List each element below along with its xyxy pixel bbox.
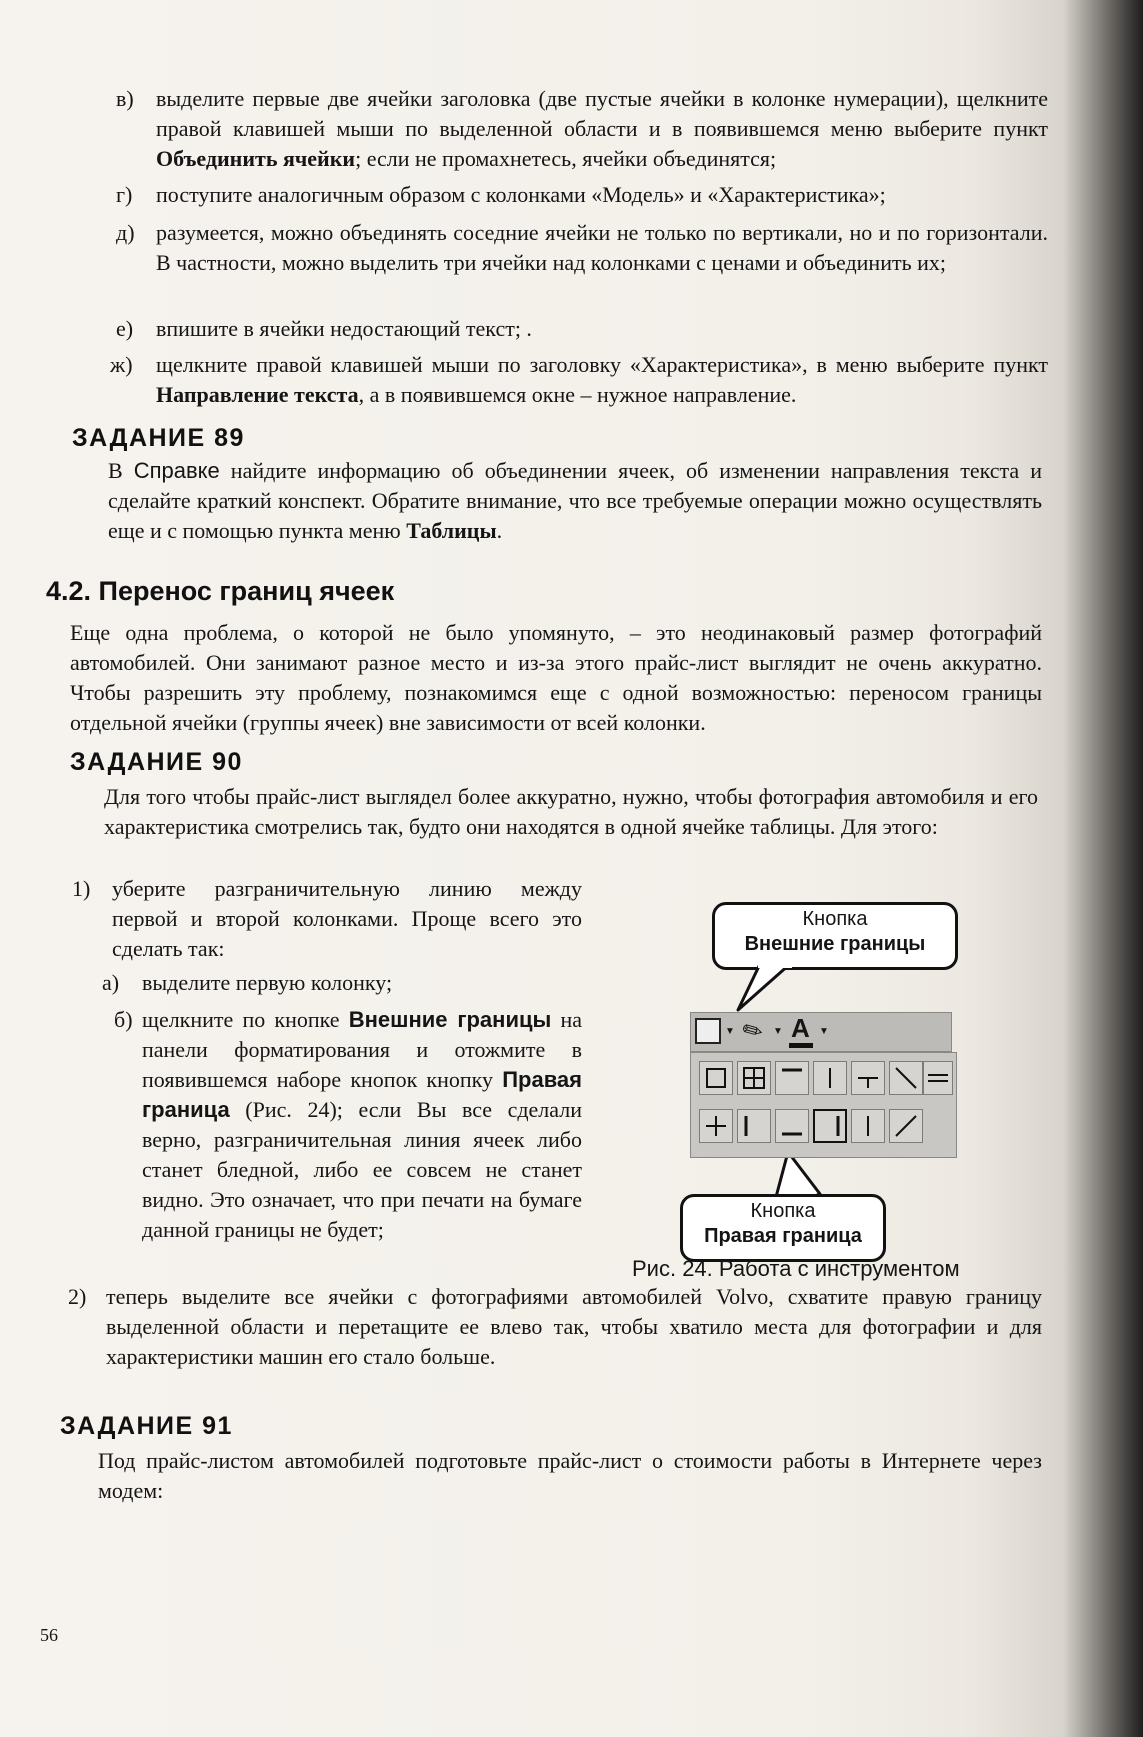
font-color-bar <box>789 1043 813 1048</box>
border-left-icon[interactable] <box>737 1109 771 1143</box>
list-item-g: г) поступите аналогичным образом с колонками «Модель» и «Характеристика»; <box>116 182 886 207</box>
section-heading: 4.2. Перенос границ ячеек <box>46 576 395 606</box>
step-1: 1) уберите разграничительную линию между первой и второй колонками. Проще всего это сделать так: <box>72 876 582 961</box>
task-90-intro: Для того чтобы прайс-лист выглядел более аккуратно, нужно, чтобы фотография автомобиля и его характеристика смотрелись так, будто они находятся в одной ячейке таблицы. Для этого: <box>104 784 1038 839</box>
border-bottom-icon[interactable] <box>775 1109 809 1143</box>
border-outside-icon[interactable] <box>699 1061 733 1095</box>
callout-right-border: Кнопка Правая граница <box>680 1194 886 1262</box>
task-91-heading: ЗАДАНИЕ 91 <box>60 1412 233 1440</box>
border-right-icon[interactable] <box>813 1109 847 1143</box>
border-horizontal-icon[interactable] <box>923 1061 953 1095</box>
font-color-icon[interactable]: A <box>791 1013 810 1043</box>
list-item-d: д) разумеется, можно объединять соседние ячейки не только по вертикали, но и по горизонтали. В частности, можно выделить три ячейки над колонками с ценами и объединить их; <box>116 220 1048 275</box>
list-item-v: в) выделите первые две ячейки заголовка (две пустые ячейки в колонке нумерации), щелкните правой клавишей мыши по выделенной области и в появившемся меню выберите пункт Объединить ячейки; если не промахнетесь, ячейки объединятся; <box>116 86 1048 171</box>
section-text: Еще одна проблема, о которой не было упомянуто, – это неодинаковый размер фотографий автомобилей. Они занимают разное место и из-за этого прайс-лист выглядит не очень аккуратно. Чтобы разрешить эту проблему, познакомимся еще с одной возможностью: переносом границы отдельной ячейки (группы ячеек) вне зависимости от всей колонки. <box>70 620 1042 735</box>
borders-palette <box>690 1052 957 1158</box>
task-91-text: Под прайс-листом автомобилей подготовьте прайс-лист о стоимости работы в Интернете через модем: <box>98 1448 1042 1503</box>
dropdown-arrow-icon: ▼ <box>773 1026 783 1037</box>
page-number: 56 <box>40 1625 58 1645</box>
border-diagonal-down-icon[interactable] <box>889 1061 923 1095</box>
task-89-heading: ЗАДАНИЕ 89 <box>72 424 245 452</box>
task-89-text: В Справке найдите информацию об объединении ячеек, об изменении направления текста и сделайте краткий конспект. Обратите внимание, что все требуемые операции можно осуществлять еще и с помощью пункта меню Таблицы. <box>108 458 1042 543</box>
substep-a: а) выделите первую колонку; <box>102 970 393 995</box>
step-2: 2) теперь выделите все ячейки с фотографиями автомобилей Volvo, схватите правую границу выделенной области и перетащите ее влево так, чтобы хватило места для фотографии и для характеристики машин его стало больше. <box>68 1284 1042 1369</box>
dropdown-arrow-icon: ▼ <box>819 1026 829 1037</box>
border-inside-icon[interactable] <box>699 1109 733 1143</box>
callout-outside-borders: Кнопка Внешние границы <box>712 902 958 970</box>
list-item-zh: ж) щелкните правой клавишей мыши по заголовку «Характеристика», в меню выберите пункт Направление текста, а в появившемся окне – нужное направление. <box>110 352 1048 407</box>
border-inner-icon[interactable] <box>851 1061 885 1095</box>
task-90-heading: ЗАДАНИЕ 90 <box>70 748 243 776</box>
outside-borders-button[interactable] <box>695 1018 721 1044</box>
list-item-e: е) впишите в ячейки недостающий текст; . <box>116 316 532 341</box>
formatting-toolbar <box>690 1012 952 1052</box>
substep-b: б) щелкните по кнопке Внешние границы на панели форматирования и отожмите в появившемся наборе кнопок кнопку Правая граница (Рис. 24); если Вы все сделали верно, разграничительная линия ячеек либо станет бледной, либо ее совсем не станет видно. Это означает, что при печати на бумаге данной границы не будет; <box>114 1007 582 1242</box>
border-inner-vertical-2-icon[interactable] <box>851 1109 885 1143</box>
figure-24 <box>680 902 1000 1282</box>
pen-icon[interactable]: ✎ <box>738 1015 769 1049</box>
figure-caption: Рис. 24. Работа с инструментом <box>632 1256 960 1281</box>
dropdown-arrow-icon: ▼ <box>725 1026 735 1037</box>
border-diagonal-up-icon[interactable] <box>889 1109 923 1143</box>
border-top-icon[interactable] <box>775 1061 809 1095</box>
border-all-icon[interactable] <box>737 1061 771 1095</box>
border-inner-vertical-icon[interactable] <box>813 1061 847 1095</box>
